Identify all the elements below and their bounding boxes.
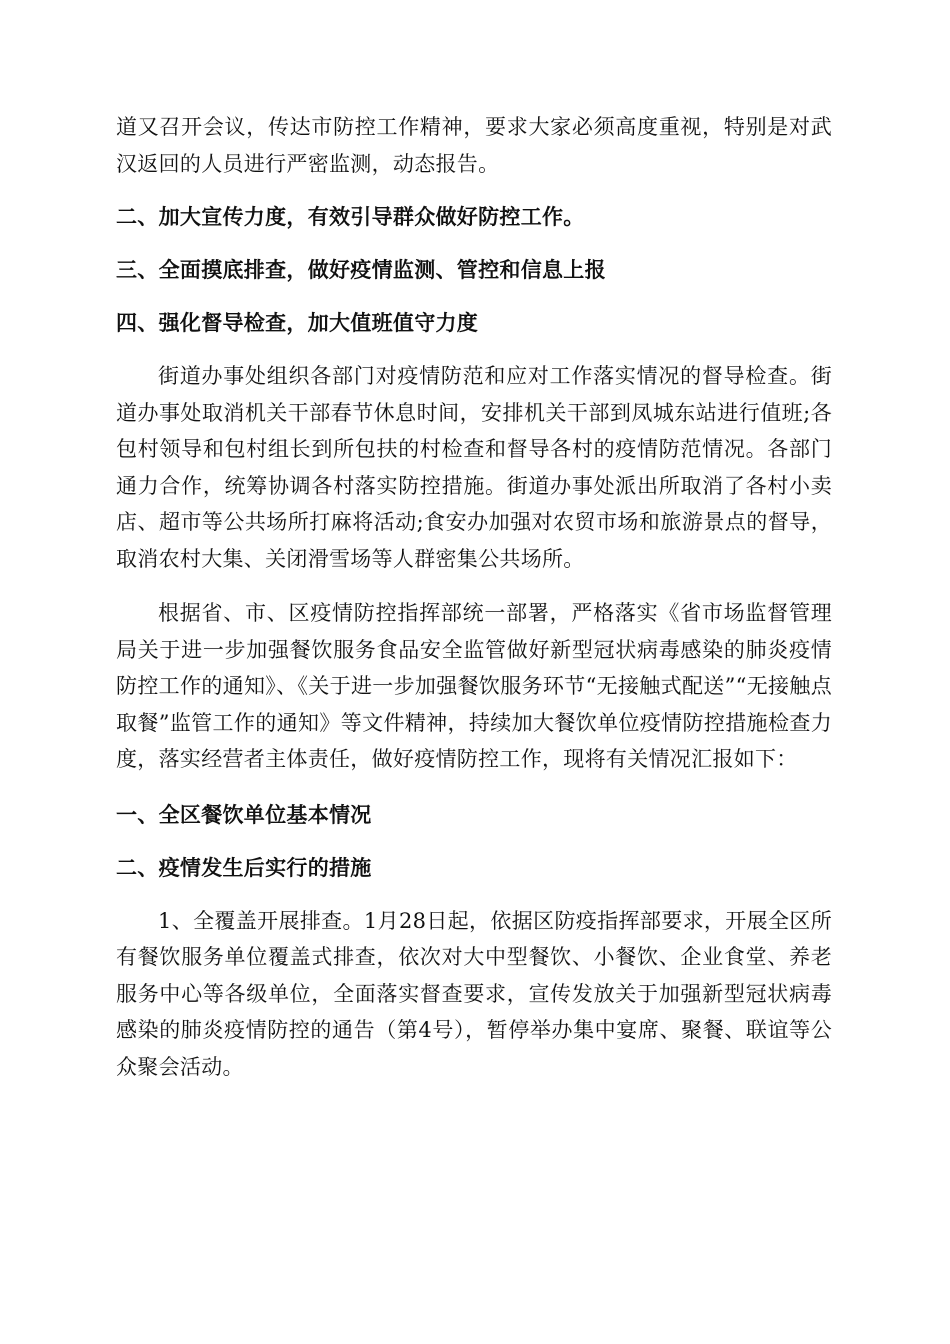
document-body <box>116 109 832 1085</box>
paragraph-gap <box>116 182 832 199</box>
paragraph-gap <box>116 833 832 850</box>
paragraph-continuation: 道又召开会议，传达市防控工作精神，要求大家必须高度重视，特别是对武汉返回的人员进行严密监测，动态报告。 <box>116 115 832 176</box>
paragraph-gap <box>116 235 832 252</box>
section-heading-supervision: 四、强化督导检查，加大值班值守力度 <box>116 311 479 335</box>
section-heading-measures: 二、疫情发生后实行的措施 <box>116 855 372 880</box>
paragraph-gap <box>116 577 832 595</box>
paragraph-gap <box>116 341 832 358</box>
paragraph-supervision-details: 街道办事处组织各部门对疫情防范和应对工作落实情况的督导检查。街道办事处取消机关干部春节休息时间，安排机关干部到凤城东站进行值班;各包村领导和包村组长到所包扶的村检查和督导各村的疫情防范情况。各部门通力合作，统筹协调各村落实防控措施。街道办事处派出所取消了各村小卖店、超市等公共场所打麻将活动;食安办加强对农贸市场和旅游景点的督导，取消农村大集、关闭滑雪场等人群密集公共场所。 <box>116 364 832 571</box>
paragraph-deployment: 根据省、市、区疫情防控指挥部统一部署，严格落实《省市场监督管理局关于进一步加强餐饮服务食品安全监管做好新型冠状病毒感染的肺炎疫情防控工作的通知》、《关于进一步加强餐饮服务环节“无接触式配送”“无接触点取餐”监管工作的通知》等文件精神，持续加大餐饮单位疫情防控措施检查力度，落实经营者主体责任，做好疫情防控工作，现将有关情况汇报如下： <box>116 601 832 771</box>
section-heading-screening: 三、全面摸底排查，做好疫情监测、管控和信息上报 <box>116 258 606 282</box>
paragraph-measure-1: 1、全覆盖开展排查。1月28日起，依据区防疫指挥部要求，开展全区所有餐饮服务单位覆盖式排查，依次对大中型餐饮、小餐饮、企业食堂、养老服务中心等各级单位，全面落实督查要求，宣传发放关于加强新型冠状病毒感染的肺炎疫情防控的通告（第4号），暂停举办集中宴席、聚餐、联谊等公众聚会活动。 <box>116 908 832 1079</box>
section-heading-publicity: 二、加大宣传力度，有效引导群众做好防控工作。 <box>116 205 585 229</box>
paragraph-gap <box>116 886 832 903</box>
paragraph-gap <box>116 778 832 797</box>
section-heading-basic-situation: 一、全区餐饮单位基本情况 <box>116 802 372 827</box>
paragraph-gap <box>116 288 832 305</box>
